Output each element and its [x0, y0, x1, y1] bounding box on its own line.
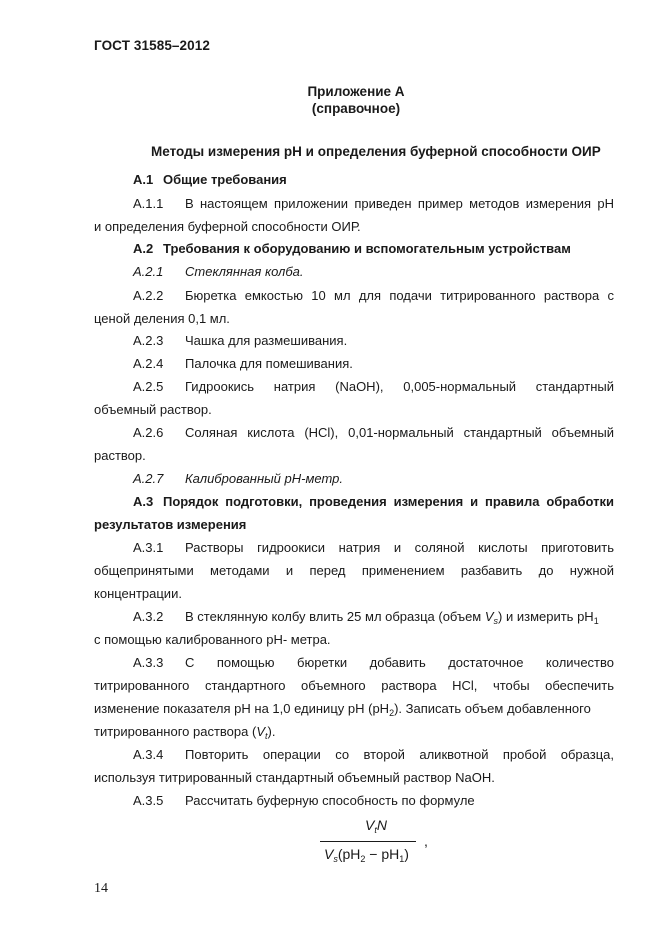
clause-number: А.2.4 [133, 356, 164, 371]
clause-number: А.3.5 [133, 793, 164, 808]
clause-text: Калиброванный pH-метр. [185, 471, 343, 486]
ph-subscript: 2 [389, 708, 395, 718]
clause-a2-heading [133, 241, 614, 257]
clause-a33-line4 [94, 724, 614, 744]
clause-a1-heading [133, 172, 614, 188]
clause-a23 [133, 333, 614, 349]
formula-subscript: s [333, 854, 338, 864]
formula-numerator [320, 816, 424, 839]
clause-text: Бюретка емкостью 10 мл для подачи титрированного раствора с [185, 288, 614, 303]
formula-trailing-comma: , [424, 833, 428, 849]
clause-number: А.2.3 [133, 333, 164, 348]
clause-a35 [133, 793, 614, 809]
buffer-capacity-formula [320, 816, 424, 868]
clause-title: Порядок подготовки, проведения измерения и правила обработки [163, 494, 614, 509]
clause-title: Общие требования [163, 172, 287, 187]
formula-subscript: t [374, 825, 377, 835]
ph-subscript: 1 [593, 616, 599, 626]
clause-a11-line2: и определения буферной способности ОИР. [94, 219, 361, 234]
clause-a32-line1 [133, 609, 614, 629]
clause-a3-heading-line1 [133, 494, 614, 510]
formula-subscript: 2 [360, 854, 366, 864]
clause-text: изменение показателя pH на 1,0 единицу pH (pH [94, 701, 390, 716]
volume-subscript: t [264, 731, 268, 741]
clause-a26-line1 [133, 425, 614, 441]
formula-symbol: ) [404, 846, 409, 862]
clause-a27 [133, 471, 614, 487]
clause-text: ). Записать объем добавленного [394, 701, 591, 716]
clause-a21 [133, 264, 614, 280]
clause-a11-line1 [133, 196, 614, 212]
clause-number: А.3.4 [133, 747, 164, 762]
clause-number: А.3 [133, 494, 154, 509]
clause-a22-line2: ценой деления 0,1 мл. [94, 311, 230, 326]
standard-header: ГОСТ 31585–2012 [94, 38, 210, 53]
formula-symbol: − pH [365, 846, 400, 862]
clause-title: Требования к оборудованию и вспомогательным устройствам [163, 241, 571, 256]
clause-a26-line2: раствор. [94, 448, 146, 463]
appendix-subtitle: (справочное) [311, 101, 401, 116]
clause-a22-line1 [133, 288, 614, 304]
clause-a34-line1 [133, 747, 614, 763]
clause-a24 [133, 356, 614, 372]
formula-subscript: 1 [399, 854, 405, 864]
clause-text: Соляная кислота (HCl), 0,01-нормальный стандартный объемный [185, 425, 614, 440]
clause-text: С помощью бюретки добавить достаточное количество [185, 655, 614, 670]
clause-a25-line1 [133, 379, 614, 395]
formula-symbol: N [376, 817, 387, 833]
clause-a25-line2: объемный раствор. [94, 402, 212, 417]
clause-a33-line1 [133, 655, 614, 671]
clause-text: титрированного раствора ( [94, 724, 257, 739]
clause-number: А.1.1 [133, 196, 164, 211]
clause-text: ) и измерить pH [498, 609, 594, 624]
page-number: 14 [94, 881, 108, 896]
clause-text: Растворы гидроокиси натрия и соляной кислоты приготовить [185, 540, 614, 555]
clause-a31-line1 [133, 540, 614, 556]
clause-text: Стеклянная колба. [185, 264, 304, 279]
clause-number: А.2.2 [133, 288, 164, 303]
clause-number: А.3.2 [133, 609, 164, 624]
volume-subscript: s [493, 616, 499, 626]
section-title: Методы измерения pH и определения буферной способности ОИР [151, 144, 601, 159]
clause-text: Гидроокись натрия (NaOH), 0,005-нормальный стандартный [185, 379, 614, 394]
formula-symbol: (pH [337, 846, 361, 862]
clause-text: В стеклянную колбу влить 25 мл образца (объем [185, 609, 485, 624]
clause-text: Палочка для помешивания. [185, 356, 353, 371]
clause-text: В настоящем приложении приведен пример методов измерения pH [185, 196, 614, 211]
fraction-bar [320, 841, 416, 842]
clause-a34-line2: используя титрированный стандартный объемный раствор NaOH. [94, 770, 495, 785]
clause-a33-line3 [94, 701, 614, 721]
clause-number: А.1 [133, 172, 154, 187]
clause-text: Рассчитать буферную способность по формуле [185, 793, 475, 808]
clause-text: Чашка для размешивания. [185, 333, 348, 348]
clause-number: А.2.6 [133, 425, 164, 440]
appendix-title: Приложение А [307, 84, 405, 99]
clause-a31-line2: общепринятыми методами и перед применением разбавить до нужной [94, 563, 614, 578]
clause-a33-line2: титрированного стандартного объемного раствора HCl, чтобы обеспечить [94, 678, 614, 693]
volume-symbol: V [256, 724, 265, 739]
clause-a32-line2: с помощью калиброванного pH- метра. [94, 632, 331, 647]
volume-symbol: V [484, 609, 494, 624]
formula-symbol: V [365, 817, 375, 833]
clause-number: А.3.3 [133, 655, 164, 670]
formula-symbol: V [324, 846, 334, 862]
clause-number: А.2 [133, 241, 154, 256]
clause-text: ). [267, 724, 276, 739]
clause-text: Повторить операции со второй аликвотной пробой образца, [185, 747, 614, 762]
clause-number: А.2.7 [133, 471, 164, 486]
clause-number: А.3.1 [133, 540, 164, 555]
clause-number: А.2.5 [133, 379, 164, 394]
clause-a3-heading-line2: результатов измерения [94, 517, 247, 532]
clause-a31-line3: концентрации. [94, 586, 182, 601]
clause-number: А.2.1 [133, 264, 164, 279]
formula-denominator [320, 845, 424, 868]
